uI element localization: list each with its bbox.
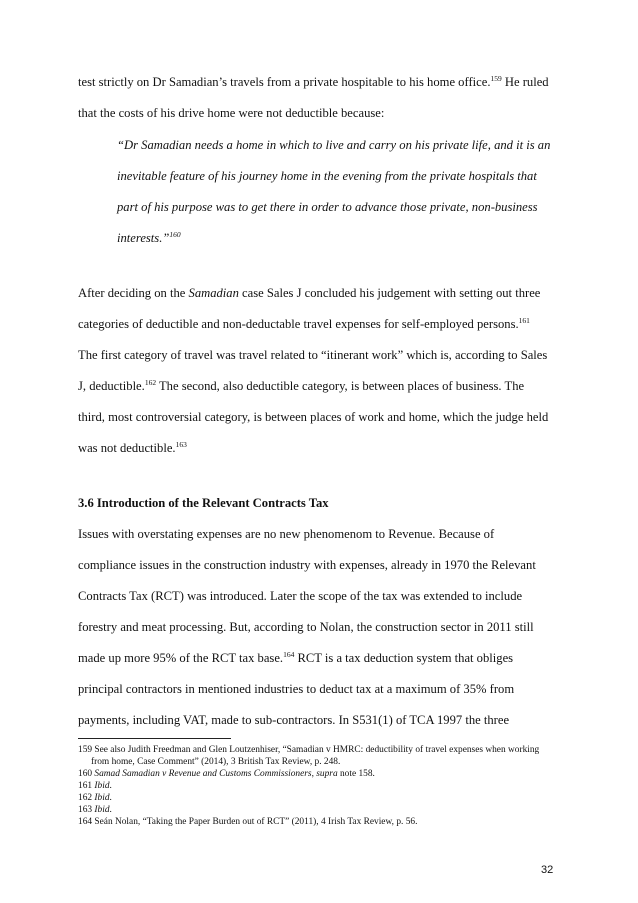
citation-term: Ibid [94,805,110,815]
body-line: principal contractors in mentioned industries to deduct tax at a maximum of 35% from [78,682,515,696]
footnote-162 [78,792,112,804]
footnote-ref-162[interactable]: 162 [144,378,157,387]
text-run: . [109,781,112,791]
block-quote-line [117,230,181,246]
footnote-separator [78,738,231,739]
body-line: The first category of travel was travel related to “itinerant work” which is, according to Sales [78,348,548,362]
citation-term: Ibid [94,781,110,791]
body-line: Issues with overstating expenses are no new phenomenom to Revenue. Because of [78,527,495,541]
footnote-ref-161[interactable]: 161 [518,316,530,325]
text-run: case Sales J concluded his judgement with setting out three [238,286,541,300]
footnote-163 [78,804,112,816]
case-name: Samadian [188,286,239,300]
body-line: payments, including VAT, made to sub-contractors. In S531(1) of TCA 1997 the three [78,713,510,727]
footnote-number: 160 [78,769,95,779]
body-line: third, most controversial category, is between places of work and home, which the judge held [78,410,549,424]
text-run: RCT is a tax deduction system that obliges [294,651,514,665]
text-run: note 158. [337,769,375,779]
footnote-161 [78,780,112,792]
footnote-159: 159 See also Judith Freedman and Glen Loutzenhiser, “Samadian v HMRC: deductibility of travel expenses when working [78,745,540,755]
text-run: The second, also deductible category, is between places of business. The [156,379,525,393]
citation-term: supra [316,769,338,779]
body-line [78,285,540,301]
footnote-160 [78,768,375,780]
block-quote-line: inevitable feature of his journey home in the evening from the private hospitals that [117,169,537,183]
footnote-159-continued: from home, Case Comment” (2014), 3 British Tax Review, p. 248. [91,757,341,767]
text-run: interests.” [117,231,170,245]
case-name: Samad Samadian v Revenue and Customs Commissioners [94,769,312,779]
body-line [78,440,187,456]
body-line: forestry and meat processing. But, according to Nolan, the construction sector in 2011 still [78,620,534,634]
body-line [78,650,513,666]
footnote-ref-164[interactable]: 164 [283,650,295,659]
footnote-number: 163 [78,805,95,815]
body-line: compliance issues in the construction industry with expenses, already in 1970 the Relevant [78,558,536,572]
body-line [78,74,549,90]
text-run: J, deductible. [78,379,145,393]
footnote-ref-159[interactable]: 159 [490,74,502,83]
body-line [78,378,524,394]
page-number: 32 [541,864,554,876]
body-line: that the costs of his drive home were not deductible because: [78,106,385,120]
section-heading: 3.6 Introduction of the Relevant Contracts Tax [78,496,329,510]
text-run: was not deductible. [78,441,176,455]
text-run: . [109,805,112,815]
text-run: test strictly on Dr Samadian’s travels from a private hospitable to his home office. [78,75,491,89]
text-run: , [311,769,317,779]
text-run: categories of deductible and non-deductable travel expenses for self-employed persons. [78,317,519,331]
text-run: After deciding on the [78,286,189,300]
footnote-ref-160[interactable]: 160 [169,230,181,239]
footnote-number: 162 [78,793,95,803]
body-line [78,316,530,332]
block-quote-line: part of his purpose was to get there in order to advance those private, non-business [117,200,538,214]
citation-term: Ibid [94,793,110,803]
footnote-ref-163[interactable]: 163 [175,440,187,449]
text-run: . [109,793,112,803]
body-line: Contracts Tax (RCT) was introduced. Later the scope of the tax was extended to include [78,589,523,603]
text-run: made up more 95% of the RCT tax base. [78,651,284,665]
footnote-164: 164 Seán Nolan, “Taking the Paper Burden out of RCT” (2011), 4 Irish Tax Review, p. 56. [78,817,418,827]
text-run: He ruled [501,75,549,89]
footnote-number: 161 [78,781,95,791]
block-quote-line: “Dr Samadian needs a home in which to live and carry on his private life, and it is an [117,138,551,152]
